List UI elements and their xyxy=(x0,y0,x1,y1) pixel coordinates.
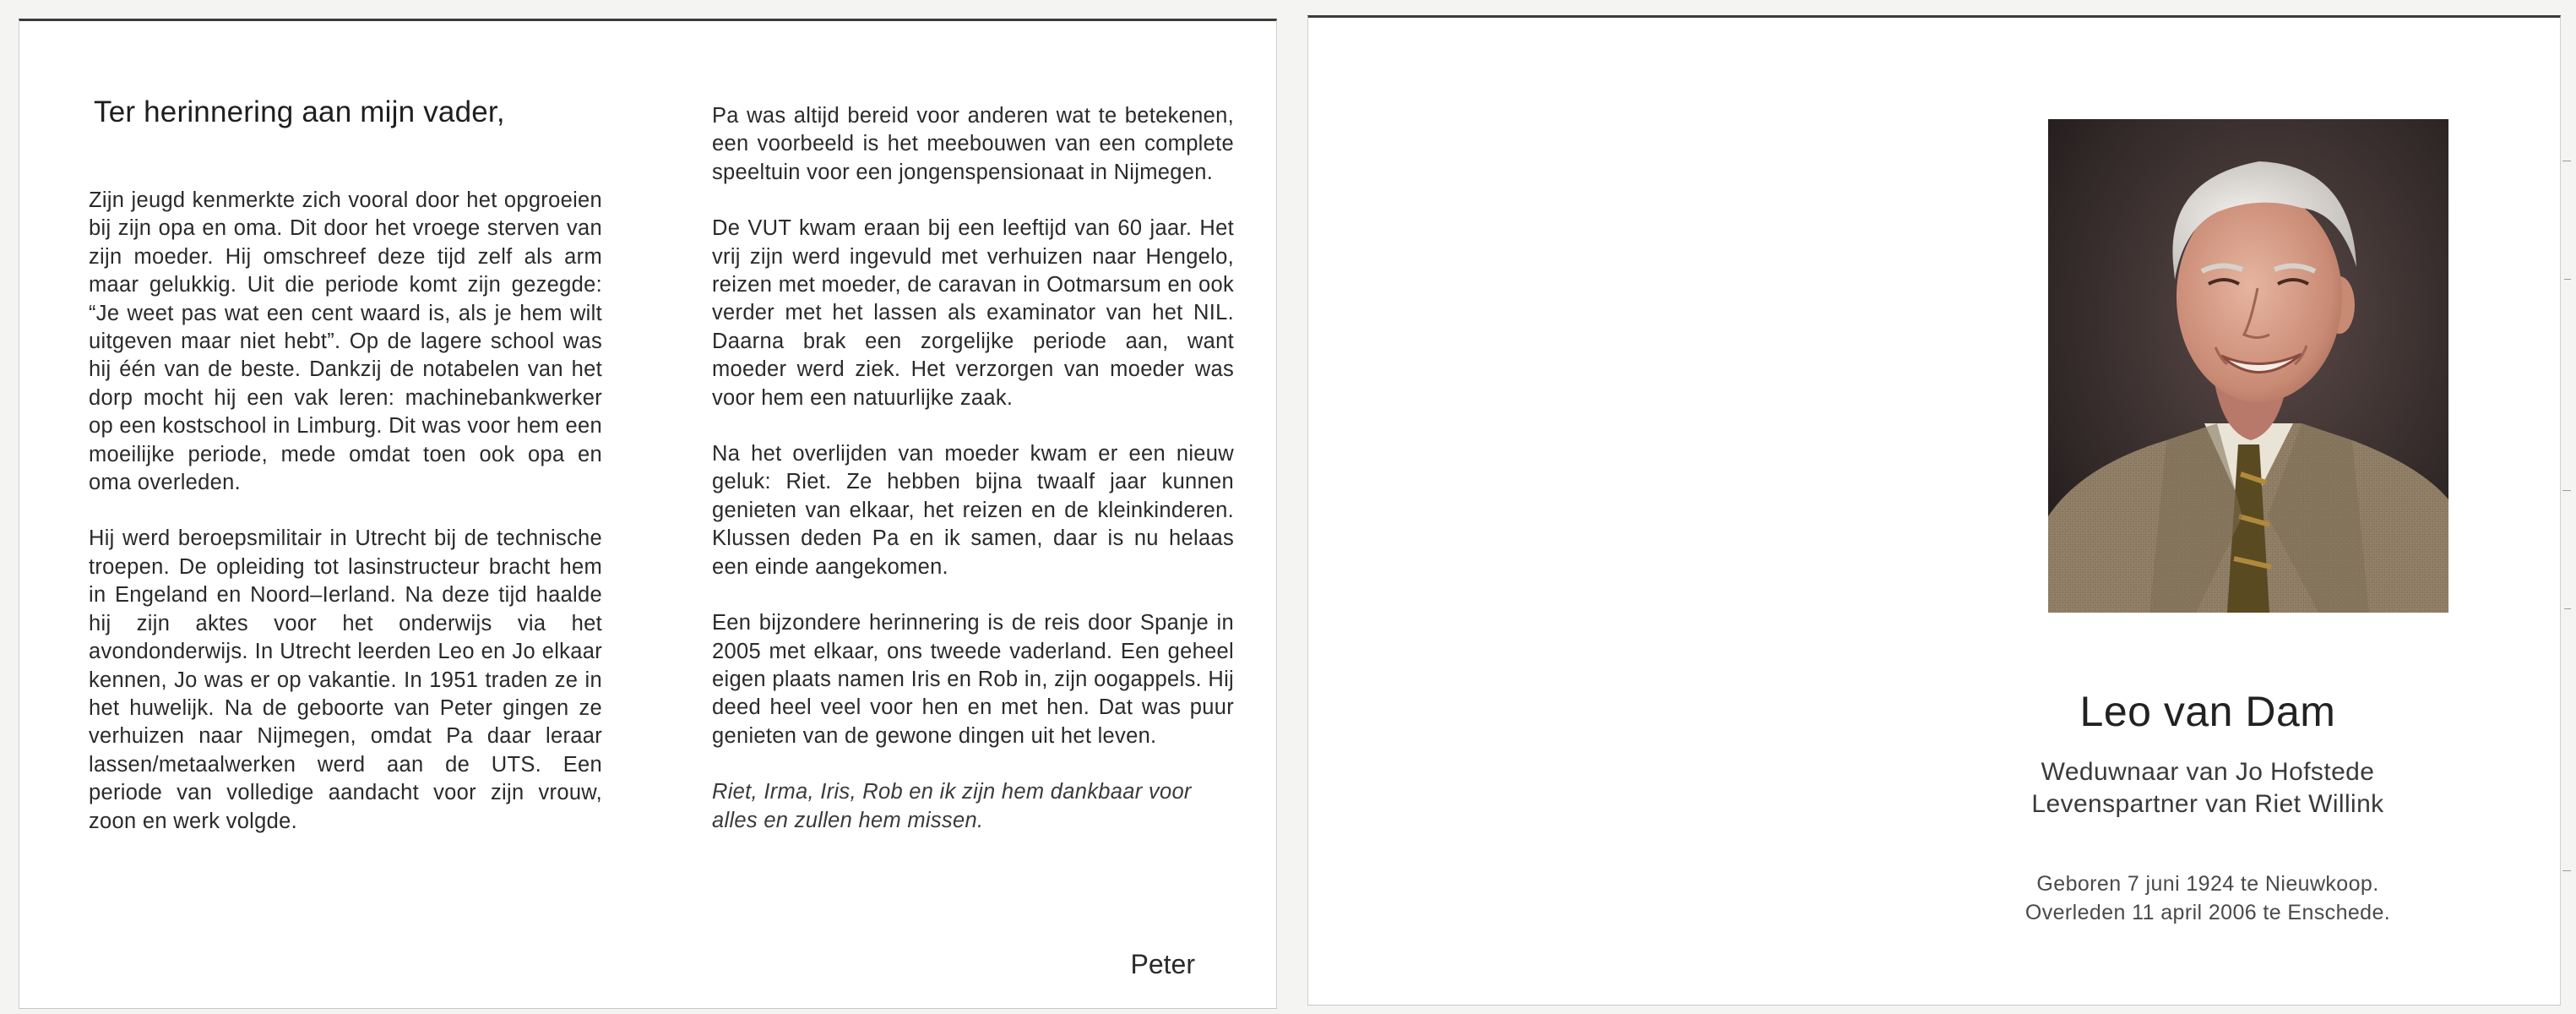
portrait-illustration xyxy=(2048,119,2448,613)
memorial-heading: Ter herinnering aan mijn vader, xyxy=(94,95,505,128)
paragraph-spain-memory: Een bijzondere herinnering is de reis door Spanje in 2005 met elkaar, ons tweede vaderland. Een geheel eigen plaats namen Iris en Rob in, zijn oogappels. Hij deed heel veel voor hen en met hen. Dat was puur genieten van de gewone dingen uit het leven. xyxy=(712,611,1234,748)
scan-edge-mark xyxy=(2564,608,2571,609)
widower-of: Weduwnaar van Jo Hofstede xyxy=(2041,758,2375,786)
closing-thanks: Riet, Irma, Iris, Rob en ik zijn hem dankbaar voor alles en zullen hem missen. xyxy=(712,780,1192,832)
birth-date: Geboren 7 juni 1924 te Nieuwkoop. xyxy=(2036,872,2379,896)
text-column-left xyxy=(89,187,602,864)
memorial-portrait-card xyxy=(1307,15,2561,1006)
scan-edge-mark xyxy=(2562,490,2571,491)
paragraph-retirement: De VUT kwam eraan bij een leeftijd van 60 jaar. Het vrij zijn werd ingevuld met verhuizen naar Hengelo, reizen met moeder, de caravan in Ootmarsum en ook verder met het lassen als examinator van het NIL. Daarna brak een zorgelijke periode aan, want moeder werd ziek. Het verzorgen van moeder was voor hem een natuurlijke zaak. xyxy=(712,216,1234,410)
paragraph-military: Hij werd beroepsmilitair in Utrecht bij de technische troepen. De opleiding tot lasinstructeur bracht hem in Engeland en Noord–Ierland. Na deze tijd haalde hij zijn aktes voor het onderwijs via het avondonderwijs. In Utrecht leerden Leo en Jo elkaar kennen, Jo was er op vakantie. In 1951 traden ze in het huwelijk. Na de geboorte van Peter gingen ze verhuizen naar Nijmegen, omdat Pa daar leraar lassen/metaalwerken werd aan de UTS. Een periode van volledige aandacht voor zijn vrouw, zoon en werk volgde. xyxy=(89,526,602,833)
paragraph-helpfulness: Pa was altijd bereid voor anderen wat te betekenen, een voorbeeld is het meebouwen van een complete speeltuin voor een jongenspensionaat in Nijmegen. xyxy=(712,104,1234,184)
text-column-right xyxy=(712,102,1234,863)
death-date: Overleden 11 april 2006 te Enschede. xyxy=(2024,901,2391,924)
paragraph-new-happiness: Na het overlijden van moeder kwam er een nieuw geluk: Riet. Ze hebben bijna twaalf jaar kunnen genieten van elkaar, het reizen en de kleinkinderen. Klussen deden Pa en ik samen, daar is nu helaas een einde aangekomen. xyxy=(712,442,1234,579)
paragraph-youth: Zijn jeugd kenmerkte zich vooral door het opgroeien bij zijn opa en oma. Dit door het vroege sterven van zijn moeder. Hij omschreef deze tijd zelf als arm maar gelukkig. Uit die periode komt zijn gezegde: “Je weet pas wat een cent waard is, als je hem wilt uitgeven maar niet hebt”. Op de lagere school was hij één van de beste. Dankzij de notabelen van het dorp mocht hij een vak leren: machinebankwerker op een kostschool in Limburg. Dit was voor hem een moeilijke periode, mede omdat toen ook opa en oma overleden. xyxy=(89,188,602,495)
scan-edge-mark xyxy=(2564,279,2571,280)
memorial-text-card xyxy=(19,19,1277,1009)
deceased-name: Leo van Dam xyxy=(2079,688,2336,735)
signature: Peter xyxy=(1130,949,1195,979)
life-partner-of: Levenspartner van Riet Willink xyxy=(2031,790,2384,818)
scan-edge-mark xyxy=(2562,870,2571,871)
portrait-photo xyxy=(2048,119,2448,613)
